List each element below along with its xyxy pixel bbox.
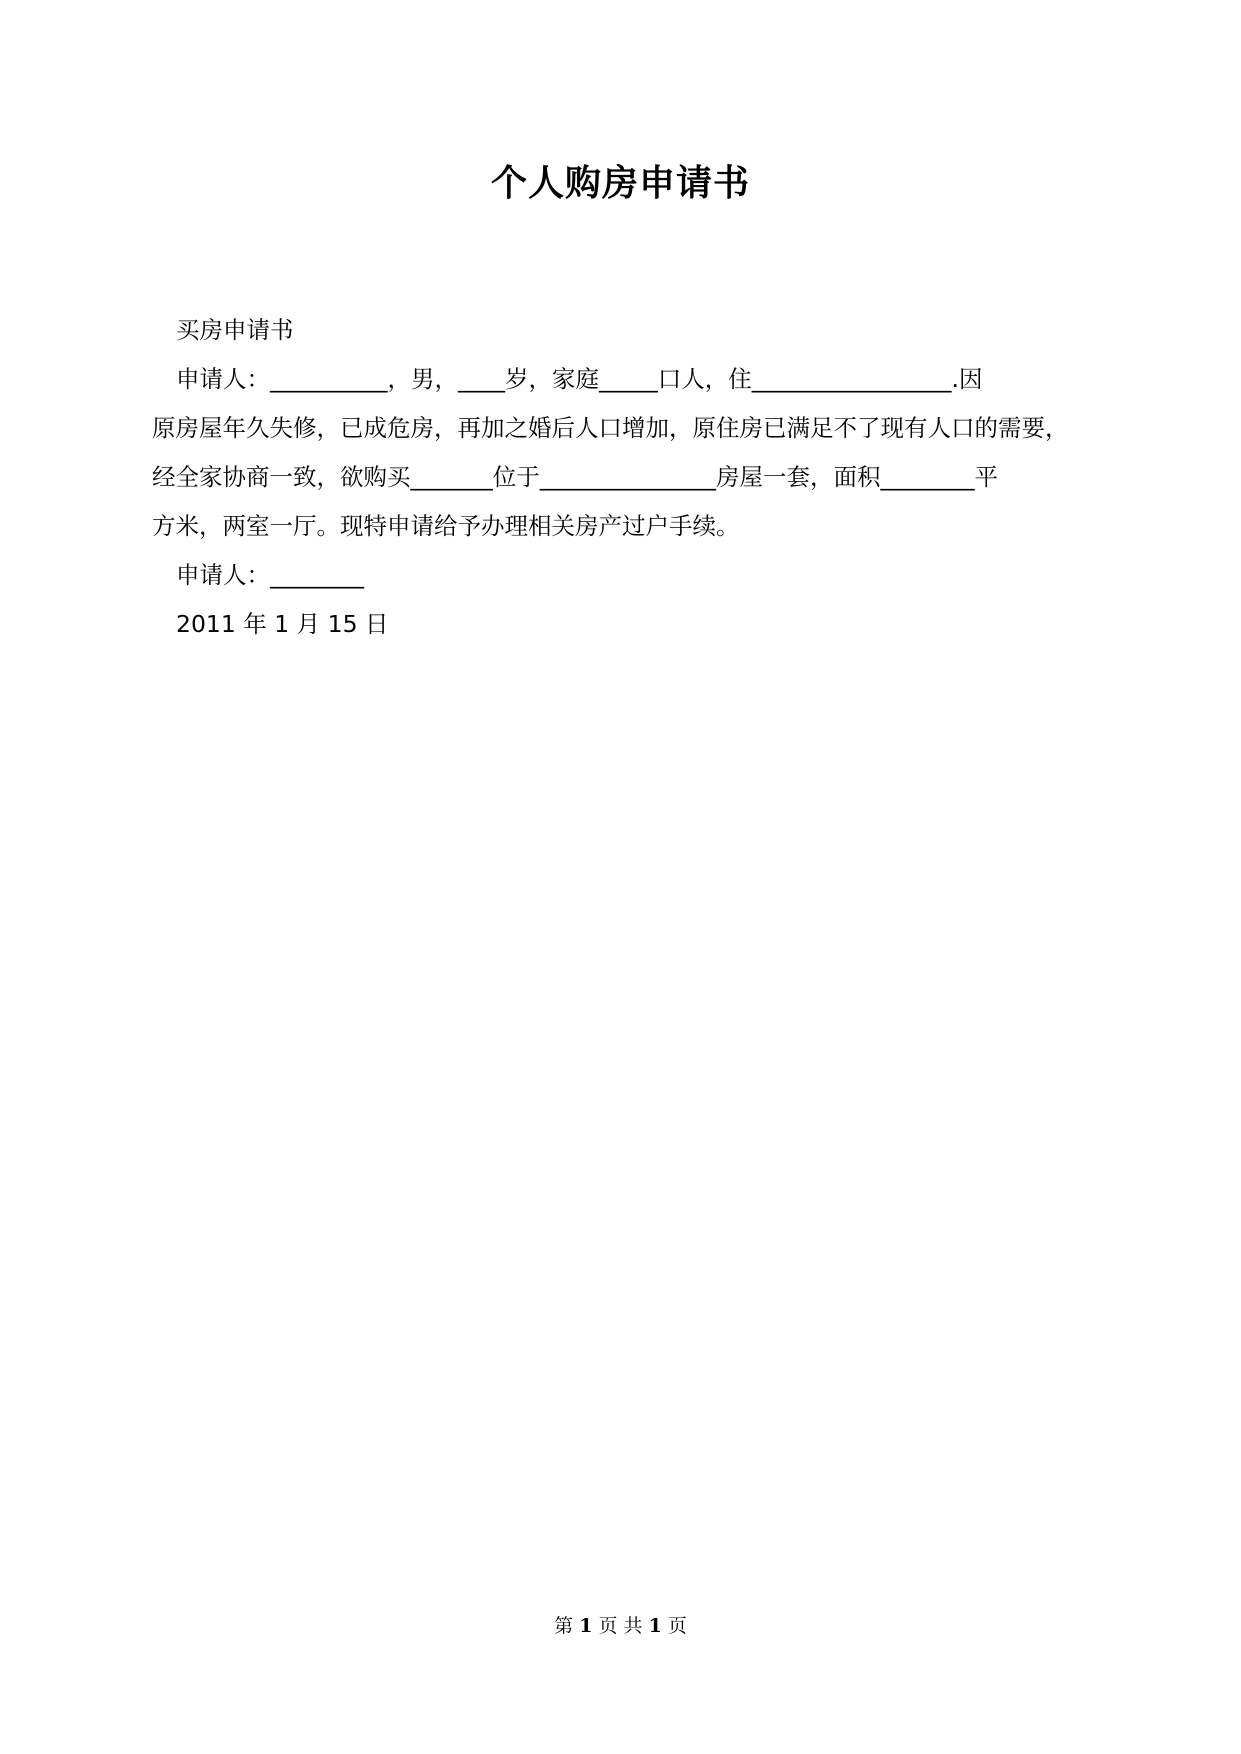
footer-page-number: 1	[579, 1615, 593, 1637]
signature-line: 申请人：________	[176, 561, 364, 589]
paragraph-line-4: 方米，两室一厅。现特申请给予办理相关房产过户手续。	[152, 512, 740, 540]
subtitle: 买房申请书	[176, 316, 294, 344]
document-body	[152, 306, 1092, 649]
document-title: 个人购房申请书	[490, 163, 750, 204]
paragraph-line-3: 经全家协商一致，欲购买_______位于_______________房屋一套，面积________平	[152, 463, 998, 491]
footer-prefix: 第	[554, 1615, 574, 1637]
footer-suffix: 页	[667, 1615, 687, 1637]
paragraph-line-1: 申请人：__________，男，____岁，家庭_____口人，住_________________.因	[176, 365, 983, 393]
date-line: 2011 年 1 月 15 日	[176, 610, 389, 638]
footer-middle: 页 共	[598, 1615, 643, 1637]
paragraph-line-2: 原房屋年久失修，已成危房，再加之婚后人口增加，原住房已满足不了现有人口的需要，	[152, 414, 1069, 442]
page-footer	[0, 1612, 1241, 1640]
footer-total-pages: 1	[648, 1615, 662, 1637]
